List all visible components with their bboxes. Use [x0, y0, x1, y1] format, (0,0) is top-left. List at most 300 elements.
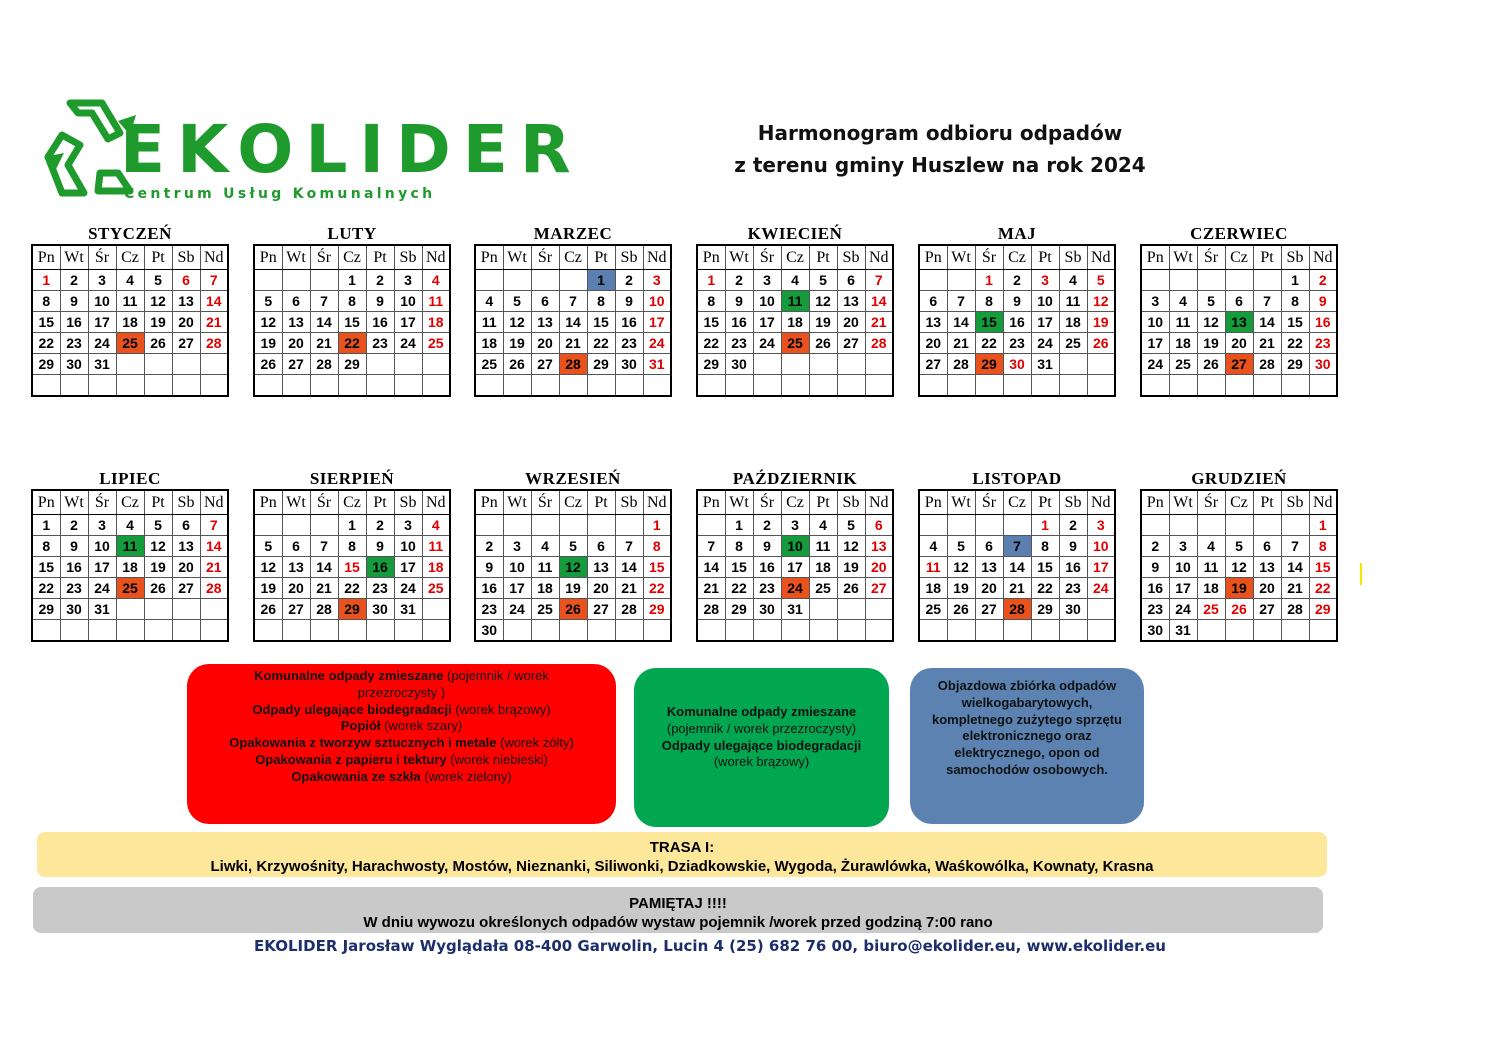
empty-cell [1253, 620, 1281, 642]
empty-cell [975, 515, 1003, 536]
pickup-day-orange: 28 [559, 354, 587, 375]
day-cell: 30 [1309, 354, 1337, 375]
empty-cell [615, 515, 643, 536]
day-cell: 30 [366, 599, 394, 620]
day-cell: 13 [1253, 557, 1281, 578]
day-cell: 18 [422, 557, 450, 578]
day-cell: 19 [254, 578, 282, 599]
week-row [919, 557, 1115, 578]
empty-cell [559, 620, 587, 642]
weekday-header: Śr [531, 490, 559, 515]
empty-cell [837, 620, 865, 642]
weekday-header: Wt [1169, 245, 1197, 270]
day-cell: 17 [753, 312, 781, 333]
empty-cell [338, 375, 366, 397]
weekday-header: Nd [200, 245, 228, 270]
day-cell: 1 [1309, 515, 1337, 536]
legend-line [215, 702, 588, 719]
empty-cell [422, 354, 450, 375]
weekday-header: Śr [753, 245, 781, 270]
day-cell: 20 [1253, 578, 1281, 599]
day-cell: 16 [475, 578, 503, 599]
day-cell: 15 [725, 557, 753, 578]
day-cell: 11 [475, 312, 503, 333]
day-cell: 2 [366, 515, 394, 536]
day-cell: 16 [1059, 557, 1087, 578]
legend-container-type: (worek szary) [380, 718, 463, 734]
reminder-title: PAMIĘTAJ !!!! [629, 895, 727, 912]
day-cell: 13 [865, 536, 893, 557]
week-row [697, 291, 893, 312]
day-cell: 15 [32, 557, 60, 578]
day-cell: 9 [725, 291, 753, 312]
week-row [254, 536, 450, 557]
day-cell: 18 [116, 557, 144, 578]
weekday-header: Wt [947, 490, 975, 515]
day-cell: 14 [1253, 312, 1281, 333]
day-cell: 24 [1087, 578, 1115, 599]
empty-cell [1087, 599, 1115, 620]
weekday-header: Wt [282, 490, 310, 515]
week-row [1141, 354, 1337, 375]
weekday-header: Śr [310, 245, 338, 270]
day-cell: 19 [559, 578, 587, 599]
empty-cell [172, 354, 200, 375]
empty-cell [1309, 375, 1337, 397]
day-cell: 10 [503, 557, 531, 578]
weekday-header: Cz [1225, 490, 1253, 515]
month-table [474, 244, 672, 397]
week-row [1141, 620, 1337, 642]
day-cell: 5 [1087, 270, 1115, 291]
weekday-header: Pt [366, 490, 394, 515]
weekday-header: Wt [503, 490, 531, 515]
empty-cell [254, 375, 282, 397]
day-cell: 1 [697, 270, 725, 291]
month-table [253, 489, 451, 642]
day-cell: 7 [559, 291, 587, 312]
day-cell: 17 [1087, 557, 1115, 578]
day-cell: 4 [919, 536, 947, 557]
day-cell: 5 [837, 515, 865, 536]
day-cell: 11 [809, 536, 837, 557]
legend-line [652, 704, 871, 721]
day-cell: 8 [338, 536, 366, 557]
day-cell: 1 [32, 515, 60, 536]
day-cell: 23 [366, 333, 394, 354]
day-cell: 1 [32, 270, 60, 291]
day-cell: 3 [753, 270, 781, 291]
day-cell: 27 [919, 354, 947, 375]
weekday-header: Śr [975, 245, 1003, 270]
day-cell: 29 [725, 599, 753, 620]
day-cell: 12 [837, 536, 865, 557]
empty-cell [809, 620, 837, 642]
day-cell: 28 [947, 354, 975, 375]
day-cell: 31 [394, 599, 422, 620]
day-cell: 6 [282, 536, 310, 557]
empty-cell [559, 375, 587, 397]
empty-cell [422, 620, 450, 642]
day-cell: 13 [172, 291, 200, 312]
day-cell: 24 [394, 333, 422, 354]
weekday-header: Pn [1141, 490, 1169, 515]
weekday-header: Nd [200, 490, 228, 515]
day-cell: 4 [422, 270, 450, 291]
empty-cell [32, 375, 60, 397]
month-table [918, 244, 1116, 397]
week-row [475, 620, 671, 642]
week-row [32, 578, 228, 599]
week-row [32, 557, 228, 578]
empty-cell [725, 375, 753, 397]
month-table [31, 244, 229, 397]
week-row [254, 270, 450, 291]
day-cell: 10 [88, 536, 116, 557]
pickup-day-blue: 7 [1003, 536, 1031, 557]
weekday-header: Wt [725, 490, 753, 515]
empty-cell [1003, 375, 1031, 397]
legend-bio-waste-box [634, 668, 889, 827]
empty-cell [1087, 375, 1115, 397]
month-name: CZERWIEC [1190, 224, 1288, 243]
weekday-header: Śr [1197, 245, 1225, 270]
week-row [32, 515, 228, 536]
weekday-header: Cz [781, 245, 809, 270]
legend-line [215, 769, 588, 786]
day-cell: 9 [366, 536, 394, 557]
weekday-header: Pn [919, 490, 947, 515]
day-cell: 21 [559, 333, 587, 354]
week-row [32, 536, 228, 557]
day-cell: 22 [32, 333, 60, 354]
day-cell: 8 [1031, 536, 1059, 557]
day-cell: 5 [144, 515, 172, 536]
empty-cell [1031, 375, 1059, 397]
day-cell: 6 [975, 536, 1003, 557]
week-row [254, 578, 450, 599]
empty-cell [60, 375, 88, 397]
weekday-header: Wt [947, 245, 975, 270]
day-cell: 22 [338, 578, 366, 599]
weekday-header: Sb [172, 245, 200, 270]
weekday-header: Pn [919, 245, 947, 270]
week-row [1141, 333, 1337, 354]
day-cell: 28 [697, 599, 725, 620]
day-cell: 5 [503, 291, 531, 312]
pickup-day-orange: 28 [1003, 599, 1031, 620]
empty-cell [172, 375, 200, 397]
empty-cell [587, 515, 615, 536]
day-cell: 8 [338, 291, 366, 312]
legend-container-type: (pojemnik / worek przezroczysty) [666, 720, 857, 736]
week-row [254, 599, 450, 620]
day-cell: 7 [697, 536, 725, 557]
empty-cell [503, 620, 531, 642]
week-row [919, 578, 1115, 599]
weekday-header: Pn [475, 245, 503, 270]
empty-cell [338, 620, 366, 642]
weekday-header: Pt [144, 245, 172, 270]
day-cell: 23 [1141, 599, 1169, 620]
empty-cell [144, 599, 172, 620]
empty-cell [254, 270, 282, 291]
weekday-header: Pt [1253, 245, 1281, 270]
pickup-day-orange: 25 [116, 578, 144, 599]
day-cell: 18 [475, 333, 503, 354]
day-cell: 13 [282, 557, 310, 578]
day-cell: 1 [975, 270, 1003, 291]
day-cell: 9 [1141, 557, 1169, 578]
empty-cell [1141, 375, 1169, 397]
weekday-header: Sb [172, 490, 200, 515]
week-row [919, 599, 1115, 620]
empty-cell [310, 620, 338, 642]
day-cell: 2 [725, 270, 753, 291]
day-cell: 20 [172, 557, 200, 578]
day-cell: 4 [475, 291, 503, 312]
day-cell: 12 [254, 312, 282, 333]
day-cell: 6 [1253, 536, 1281, 557]
weekday-header: Wt [60, 490, 88, 515]
day-cell: 24 [394, 578, 422, 599]
empty-cell [919, 270, 947, 291]
day-cell: 27 [531, 354, 559, 375]
weekday-header: Pn [32, 490, 60, 515]
day-cell: 11 [422, 536, 450, 557]
day-cell: 9 [475, 557, 503, 578]
day-cell: 12 [144, 291, 172, 312]
day-cell: 7 [200, 515, 228, 536]
weekday-header: Pt [587, 490, 615, 515]
day-cell: 22 [725, 578, 753, 599]
empty-cell [116, 375, 144, 397]
empty-cell [1169, 515, 1197, 536]
empty-cell [1253, 270, 1281, 291]
day-cell: 18 [919, 578, 947, 599]
page-title [680, 117, 1200, 181]
weekday-header: Śr [1197, 490, 1225, 515]
day-cell: 3 [781, 515, 809, 536]
empty-cell [1059, 620, 1087, 642]
day-cell: 27 [865, 578, 893, 599]
day-cell: 29 [587, 354, 615, 375]
week-row [475, 270, 671, 291]
day-cell: 9 [60, 291, 88, 312]
week-row [32, 375, 228, 397]
legend-line [215, 752, 588, 769]
day-cell: 25 [422, 333, 450, 354]
week-row [919, 515, 1115, 536]
day-cell: 14 [559, 312, 587, 333]
day-cell: 20 [919, 333, 947, 354]
day-cell: 26 [144, 333, 172, 354]
month-name: LUTY [327, 224, 377, 243]
week-row [1141, 536, 1337, 557]
day-cell: 4 [1059, 270, 1087, 291]
week-row [697, 557, 893, 578]
month-calendar [1140, 469, 1338, 642]
day-cell: 6 [282, 291, 310, 312]
day-cell: 17 [88, 557, 116, 578]
weekday-header: Pt [587, 245, 615, 270]
day-cell: 30 [1003, 354, 1031, 375]
weekday-header: Pt [144, 490, 172, 515]
week-row [254, 354, 450, 375]
month-calendar [31, 469, 229, 642]
empty-cell [366, 620, 394, 642]
pickup-day-orange: 24 [781, 578, 809, 599]
day-cell: 14 [200, 536, 228, 557]
day-cell: 16 [1141, 578, 1169, 599]
week-row [919, 354, 1115, 375]
pickup-day-green: 13 [1225, 312, 1253, 333]
weekday-header: Śr [531, 245, 559, 270]
day-cell: 4 [1169, 291, 1197, 312]
empty-cell [1087, 620, 1115, 642]
week-row [919, 312, 1115, 333]
day-cell: 15 [32, 312, 60, 333]
empty-cell [1197, 620, 1225, 642]
weekday-header: Cz [338, 490, 366, 515]
day-cell: 12 [947, 557, 975, 578]
day-cell: 23 [475, 599, 503, 620]
weekday-header: Cz [116, 245, 144, 270]
day-cell: 25 [1059, 333, 1087, 354]
route-places: Liwki, Krzywośnity, Harachwosty, Mostów, Nieznanki, Siliwonki, Dziadkowskie, Wygoda, Żurawlówka, Waśkowólka, Kownaty, Krasna [210, 858, 1154, 875]
day-cell: 11 [1169, 312, 1197, 333]
weekday-header: Cz [1225, 245, 1253, 270]
day-cell: 10 [643, 291, 671, 312]
weekday-header: Pn [697, 245, 725, 270]
legend-waste-type: Komunalne odpady zmieszane [666, 704, 857, 719]
empty-cell [200, 375, 228, 397]
empty-cell [1003, 620, 1031, 642]
weekday-header: Cz [1003, 490, 1031, 515]
legend-container-type: (worek żółty) [496, 735, 574, 751]
day-cell: 28 [310, 599, 338, 620]
week-row [919, 375, 1115, 397]
weekday-header: Nd [1309, 245, 1337, 270]
pickup-day-green: 10 [781, 536, 809, 557]
empty-cell [1225, 270, 1253, 291]
week-row [254, 375, 450, 397]
day-cell: 28 [310, 354, 338, 375]
day-cell: 7 [310, 536, 338, 557]
day-cell: 15 [338, 312, 366, 333]
weekday-header: Pt [1031, 490, 1059, 515]
day-cell: 5 [559, 536, 587, 557]
legend-line [652, 738, 871, 772]
empty-cell [1141, 270, 1169, 291]
week-row [697, 333, 893, 354]
day-cell: 5 [254, 291, 282, 312]
day-cell: 21 [310, 333, 338, 354]
day-cell: 12 [254, 557, 282, 578]
legend-line [652, 721, 871, 738]
empty-cell [975, 375, 1003, 397]
day-cell: 30 [753, 599, 781, 620]
empty-cell [1281, 375, 1309, 397]
day-cell: 13 [837, 291, 865, 312]
day-cell: 17 [781, 557, 809, 578]
day-cell: 29 [697, 354, 725, 375]
week-row [32, 270, 228, 291]
week-row [475, 515, 671, 536]
month-name: KWIECIEŃ [747, 224, 843, 243]
day-cell: 31 [88, 354, 116, 375]
weekday-header: Nd [643, 245, 671, 270]
pickup-day-green: 16 [366, 557, 394, 578]
week-row [32, 312, 228, 333]
legend-container-type: (pojemnik / worek przezroczysty ) [357, 668, 549, 700]
empty-cell [1225, 375, 1253, 397]
weekday-header: Pt [809, 490, 837, 515]
week-row [1141, 291, 1337, 312]
day-cell: 18 [116, 312, 144, 333]
empty-cell [865, 620, 893, 642]
day-cell: 10 [394, 536, 422, 557]
day-cell: 27 [1253, 599, 1281, 620]
day-cell: 29 [1281, 354, 1309, 375]
day-cell: 18 [781, 312, 809, 333]
day-cell: 8 [1281, 291, 1309, 312]
day-cell: 20 [587, 578, 615, 599]
day-cell: 13 [975, 557, 1003, 578]
weekday-header: Pn [254, 245, 282, 270]
day-cell: 20 [975, 578, 1003, 599]
month-table [696, 244, 894, 397]
day-cell: 31 [781, 599, 809, 620]
day-cell: 13 [282, 312, 310, 333]
month-name: PAŹDZIERNIK [732, 469, 858, 488]
day-cell: 23 [60, 578, 88, 599]
day-cell: 29 [643, 599, 671, 620]
day-cell: 4 [531, 536, 559, 557]
month-name: MARZEC [533, 224, 613, 243]
week-row [475, 333, 671, 354]
day-cell: 23 [753, 578, 781, 599]
empty-cell [1169, 375, 1197, 397]
contact-footer: EKOLIDER Jarosław Wyglądała 08-400 Garwolin, Lucin 4 (25) 682 76 00, biuro@ekolider.eu, www.ekolider.eu [254, 937, 1166, 955]
day-cell: 29 [32, 354, 60, 375]
day-cell: 19 [947, 578, 975, 599]
day-cell: 3 [1141, 291, 1169, 312]
empty-cell [32, 620, 60, 642]
pickup-day-orange: 27 [1225, 354, 1253, 375]
day-cell: 30 [615, 354, 643, 375]
weekday-header: Wt [282, 245, 310, 270]
day-cell: 2 [1003, 270, 1031, 291]
weekday-header: Wt [60, 245, 88, 270]
day-cell: 30 [725, 354, 753, 375]
weekday-header: Nd [1087, 245, 1115, 270]
empty-cell [503, 375, 531, 397]
day-cell: 12 [1197, 312, 1225, 333]
empty-cell [1309, 620, 1337, 642]
day-cell: 8 [587, 291, 615, 312]
empty-cell [531, 620, 559, 642]
week-row [1141, 375, 1337, 397]
day-cell: 25 [809, 578, 837, 599]
day-cell: 23 [615, 333, 643, 354]
legend-waste-type: Opakowania z papieru i tektury [255, 751, 447, 767]
day-cell: 5 [144, 270, 172, 291]
month-calendar [1140, 224, 1338, 397]
day-cell: 1 [1281, 270, 1309, 291]
legend-waste-type: Odpady ulegające biodegradacji [661, 737, 862, 753]
day-cell: 19 [144, 312, 172, 333]
